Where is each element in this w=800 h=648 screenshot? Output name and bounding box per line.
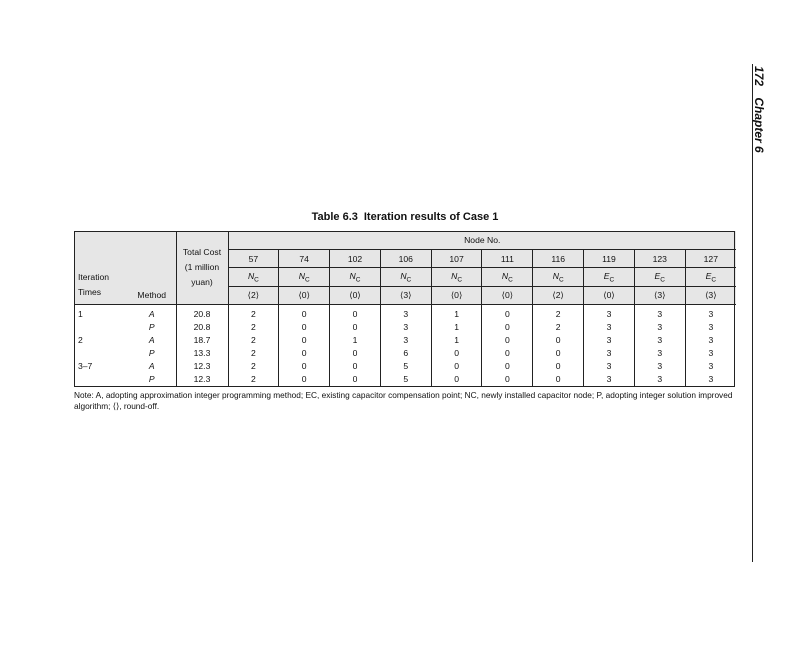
value-cell-74: 0 — [279, 347, 330, 360]
value-cell-116: 0 — [533, 334, 584, 347]
value-cell-127: 3 — [685, 360, 736, 373]
roundoff-57: ⟨2⟩ — [228, 287, 279, 305]
iteration-cell: 1 — [78, 309, 83, 319]
value-cell-74: 0 — [279, 305, 330, 322]
table-row — [74, 321, 736, 334]
node-type-127: $E_C$ — [685, 268, 736, 287]
header-iteration: Iteration Times — [74, 231, 128, 305]
value-cell-102: 0 — [330, 347, 381, 360]
value-cell-106: 5 — [380, 360, 431, 373]
node-header-106: 106 — [380, 250, 431, 268]
value-cell-111: 0 — [482, 360, 533, 373]
value-cell-107: 0 — [431, 360, 482, 373]
value-cell-119: 3 — [584, 360, 635, 373]
value-cell-102: 1 — [330, 334, 381, 347]
method-cell: P — [148, 374, 155, 384]
table-row — [74, 373, 736, 386]
iteration-cell — [74, 373, 128, 386]
value-cell-74: 0 — [279, 321, 330, 334]
method-cell: P — [148, 322, 155, 332]
value-cell-116: 0 — [533, 347, 584, 360]
value-cell-119: 3 — [584, 305, 635, 322]
value-cell-102: 0 — [330, 360, 381, 373]
value-cell-127: 3 — [685, 321, 736, 334]
roundoff-123: ⟨3⟩ — [634, 287, 685, 305]
page-number: 172 — [752, 66, 766, 87]
value-cell-57: 2 — [228, 373, 279, 386]
cost-cell: 12.3 — [176, 373, 228, 386]
value-cell-111: 0 — [482, 347, 533, 360]
node-type-74: $N_C$ — [279, 268, 330, 287]
cost-cell: 18.7 — [176, 334, 228, 347]
value-cell-111: 0 — [482, 305, 533, 322]
value-cell-127: 3 — [685, 334, 736, 347]
node-type-111: $N_C$ — [482, 268, 533, 287]
iteration-cell — [74, 321, 128, 334]
cost-cell: 13.3 — [176, 347, 228, 360]
table-row — [74, 347, 736, 360]
value-cell-74: 0 — [279, 334, 330, 347]
value-cell-102: 0 — [330, 305, 381, 322]
value-cell-111: 0 — [482, 373, 533, 386]
value-cell-57: 2 — [228, 305, 279, 322]
table-row — [74, 334, 736, 347]
value-cell-106: 3 — [380, 321, 431, 334]
value-cell-57: 2 — [228, 334, 279, 347]
value-cell-123: 3 — [634, 373, 685, 386]
table-title — [74, 211, 736, 223]
value-cell-116: 2 — [533, 321, 584, 334]
node-type-106: $N_C$ — [380, 268, 431, 287]
value-cell-127: 3 — [685, 373, 736, 386]
node-header-119: 119 — [584, 250, 635, 268]
chapter-title: Chapter 6 — [752, 97, 766, 153]
node-type-123: $E_C$ — [634, 268, 685, 287]
value-cell-57: 2 — [228, 321, 279, 334]
value-cell-74: 0 — [279, 373, 330, 386]
roundoff-106: ⟨3⟩ — [380, 287, 431, 305]
node-type-119: $E_C$ — [584, 268, 635, 287]
value-cell-123: 3 — [634, 305, 685, 322]
value-cell-116: 0 — [533, 360, 584, 373]
roundoff-127: ⟨3⟩ — [685, 287, 736, 305]
method-cell: A — [148, 361, 155, 371]
value-cell-106: 5 — [380, 373, 431, 386]
value-cell-106: 6 — [380, 347, 431, 360]
value-cell-123: 3 — [634, 334, 685, 347]
value-cell-107: 1 — [431, 305, 482, 322]
value-cell-116: 2 — [533, 305, 584, 322]
table-label: Table 6.3 — [311, 211, 358, 223]
node-header-57: 57 — [228, 250, 279, 268]
header-total-cost: Total Cost (1 million yuan) — [176, 231, 228, 305]
value-cell-119: 3 — [584, 347, 635, 360]
value-cell-107: 0 — [431, 347, 482, 360]
header-method: Method — [128, 231, 176, 305]
node-header-111: 111 — [482, 250, 533, 268]
header-node-no: Node No. — [228, 231, 736, 250]
iteration-cell: 3–7 — [78, 361, 93, 371]
iteration-cell — [74, 347, 128, 360]
cost-cell: 20.8 — [176, 321, 228, 334]
table-body — [74, 305, 736, 387]
value-cell-107: 1 — [431, 321, 482, 334]
value-cell-123: 3 — [634, 321, 685, 334]
node-header-74: 74 — [279, 250, 330, 268]
roundoff-107: ⟨0⟩ — [431, 287, 482, 305]
value-cell-119: 3 — [584, 334, 635, 347]
value-cell-123: 3 — [634, 360, 685, 373]
value-cell-127: 3 — [685, 347, 736, 360]
node-header-123: 123 — [634, 250, 685, 268]
node-type-102: $N_C$ — [330, 268, 381, 287]
value-cell-111: 0 — [482, 334, 533, 347]
table-row — [74, 305, 736, 322]
node-header-107: 107 — [431, 250, 482, 268]
table-note — [74, 390, 742, 412]
roundoff-74: ⟨0⟩ — [279, 287, 330, 305]
value-cell-102: 0 — [330, 373, 381, 386]
cost-cell: 20.8 — [176, 305, 228, 322]
node-type-116: $N_C$ — [533, 268, 584, 287]
value-cell-119: 3 — [584, 373, 635, 386]
value-cell-106: 3 — [380, 334, 431, 347]
value-cell-57: 2 — [228, 360, 279, 373]
value-cell-123: 3 — [634, 347, 685, 360]
method-cell: A — [148, 309, 155, 319]
note-text: Note: A, adopting approximation integer programming method; EC, existing capacitor compensation point; NC, newly installed capacitor node; P, adopting integer solution improved algorithm; ⟨⟩, round-off. — [74, 390, 733, 411]
roundoff-102: ⟨0⟩ — [330, 287, 381, 305]
value-cell-119: 3 — [584, 321, 635, 334]
value-cell-102: 0 — [330, 321, 381, 334]
node-type-57: $N_C$ — [228, 268, 279, 287]
value-cell-107: 0 — [431, 373, 482, 386]
iteration-results-table — [74, 231, 736, 386]
value-cell-106: 3 — [380, 305, 431, 322]
node-header-102: 102 — [330, 250, 381, 268]
value-cell-107: 1 — [431, 334, 482, 347]
cost-cell: 12.3 — [176, 360, 228, 373]
node-type-107: $N_C$ — [431, 268, 482, 287]
iteration-cell: 2 — [78, 335, 83, 345]
value-cell-116: 0 — [533, 373, 584, 386]
value-cell-74: 0 — [279, 360, 330, 373]
value-cell-57: 2 — [228, 347, 279, 360]
running-head — [746, 66, 766, 153]
table-row — [74, 360, 736, 373]
table-caption: Iteration results of Case 1 — [363, 211, 499, 223]
node-header-116: 116 — [533, 250, 584, 268]
roundoff-116: ⟨2⟩ — [533, 287, 584, 305]
roundoff-119: ⟨0⟩ — [584, 287, 635, 305]
value-cell-127: 3 — [685, 305, 736, 322]
method-cell: A — [148, 335, 155, 345]
value-cell-111: 0 — [482, 321, 533, 334]
node-header-127: 127 — [685, 250, 736, 268]
method-cell: P — [148, 348, 155, 358]
roundoff-111: ⟨0⟩ — [482, 287, 533, 305]
